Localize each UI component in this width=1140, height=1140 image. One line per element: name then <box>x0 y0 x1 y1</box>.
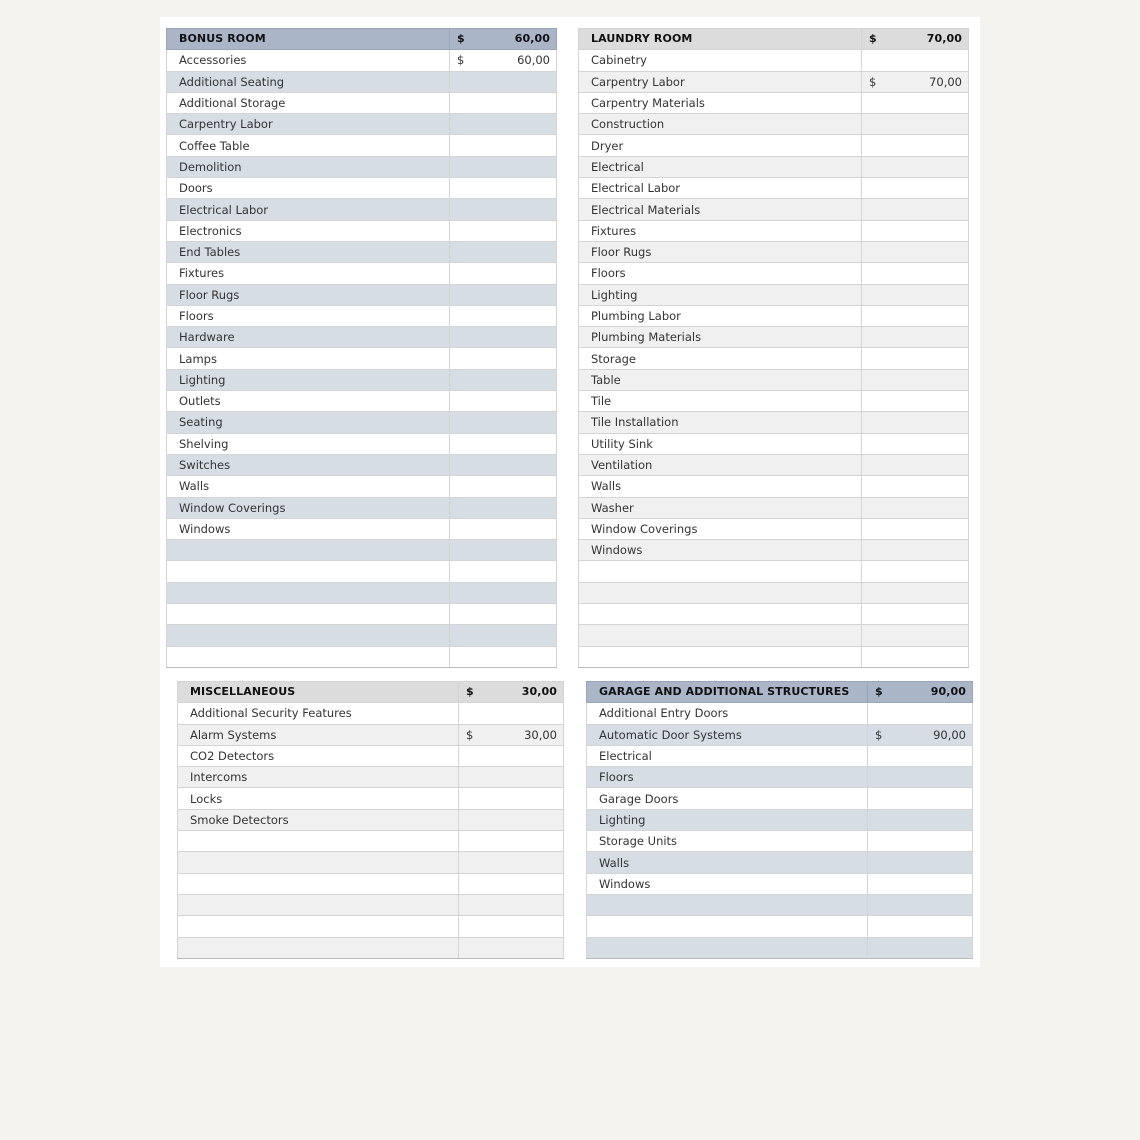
line-item-amount[interactable] <box>450 348 557 369</box>
line-item-name[interactable]: Windows <box>587 873 868 894</box>
line-item-amount[interactable] <box>862 646 969 667</box>
line-item-name[interactable]: Switches <box>167 454 450 475</box>
section-header <box>587 682 973 703</box>
line-item-name[interactable]: Outlets <box>167 391 450 412</box>
table-row <box>167 433 557 454</box>
table-row <box>167 50 557 71</box>
line-item-name[interactable]: Garage Doors <box>587 788 868 809</box>
section-title: GARAGE AND ADDITIONAL STRUCTURES <box>587 682 868 703</box>
line-item-amount[interactable] <box>459 809 564 830</box>
line-item-name[interactable]: Lighting <box>587 809 868 830</box>
line-item-amount[interactable] <box>450 412 557 433</box>
line-item-name[interactable]: Additional Entry Doors <box>587 703 868 724</box>
line-item-amount[interactable] <box>862 476 969 497</box>
table-row <box>167 518 557 539</box>
line-item-amount[interactable] <box>862 582 969 603</box>
line-item-amount[interactable] <box>450 220 557 241</box>
table-row <box>579 454 969 475</box>
line-item-name[interactable]: CO2 Detectors <box>178 745 459 766</box>
table-row <box>167 540 557 561</box>
table-row <box>579 433 969 454</box>
line-item-name[interactable]: Tile Installation <box>579 412 862 433</box>
line-item-amount[interactable] <box>459 873 564 894</box>
line-item-amount[interactable] <box>450 135 557 156</box>
line-item-amount[interactable] <box>450 604 557 625</box>
line-item-amount[interactable] <box>450 497 557 518</box>
table-row <box>167 71 557 92</box>
currency-symbol: $ <box>869 32 877 45</box>
line-item-name[interactable] <box>178 937 459 958</box>
table-row <box>579 476 969 497</box>
line-item-amount[interactable] <box>868 916 973 937</box>
table-row <box>579 199 969 220</box>
table-row <box>579 220 969 241</box>
table-row <box>167 412 557 433</box>
line-item-amount[interactable] <box>868 831 973 852</box>
line-item-amount[interactable] <box>862 50 969 71</box>
line-item-amount[interactable] <box>459 831 564 852</box>
table-row <box>579 348 969 369</box>
line-item-amount[interactable] <box>862 497 969 518</box>
line-item-name[interactable]: Seating <box>167 412 450 433</box>
line-item-name[interactable]: Utility Sink <box>579 433 862 454</box>
table-row <box>167 178 557 199</box>
line-item-name[interactable] <box>587 916 868 937</box>
section-header <box>579 29 969 50</box>
line-item-amount[interactable] <box>450 582 557 603</box>
line-item-amount[interactable] <box>450 391 557 412</box>
line-item-name[interactable] <box>167 625 450 646</box>
line-item-amount[interactable] <box>459 745 564 766</box>
line-item-amount[interactable] <box>862 369 969 390</box>
table-row <box>587 916 973 937</box>
line-item-amount[interactable] <box>459 788 564 809</box>
line-item-amount[interactable] <box>459 724 564 745</box>
line-item-amount[interactable] <box>450 156 557 177</box>
line-item-amount[interactable] <box>868 852 973 873</box>
section-total <box>862 29 969 50</box>
line-item-amount[interactable] <box>450 178 557 199</box>
line-item-amount[interactable] <box>450 561 557 582</box>
table-row <box>587 894 973 915</box>
line-item-name[interactable] <box>167 582 450 603</box>
line-item-name[interactable]: Dryer <box>579 135 862 156</box>
table-row <box>178 937 564 958</box>
line-item-name[interactable]: Washer <box>579 497 862 518</box>
line-item-name[interactable]: Floor Rugs <box>167 284 450 305</box>
table-row <box>587 745 973 766</box>
section-total <box>459 682 564 703</box>
line-item-name[interactable] <box>579 604 862 625</box>
line-item-amount[interactable] <box>450 199 557 220</box>
currency-symbol: $ <box>466 685 474 698</box>
line-item-name[interactable]: Demolition <box>167 156 450 177</box>
line-item-name[interactable]: Carpentry Materials <box>579 92 862 113</box>
line-item-name[interactable]: Window Coverings <box>579 518 862 539</box>
table-row <box>167 220 557 241</box>
table-row <box>167 582 557 603</box>
line-item-amount[interactable] <box>862 433 969 454</box>
line-item-amount[interactable] <box>868 894 973 915</box>
line-item-name[interactable]: Coffee Table <box>167 135 450 156</box>
table-row <box>579 178 969 199</box>
table-row <box>167 497 557 518</box>
table-row <box>587 767 973 788</box>
line-item-name[interactable]: Windows <box>167 518 450 539</box>
line-item-amount[interactable] <box>862 156 969 177</box>
table-row <box>178 852 564 873</box>
table-row <box>587 809 973 830</box>
table-row <box>579 241 969 262</box>
table-row <box>579 497 969 518</box>
line-item-name[interactable]: Electrical <box>587 745 868 766</box>
line-item-name[interactable]: Ventilation <box>579 454 862 475</box>
line-item-name[interactable]: Electrical Labor <box>167 199 450 220</box>
line-item-amount[interactable] <box>862 391 969 412</box>
table-row <box>178 831 564 852</box>
line-item-name[interactable]: Storage <box>579 348 862 369</box>
currency-symbol: $ <box>457 32 465 45</box>
line-item-name[interactable]: Locks <box>178 788 459 809</box>
line-item-name[interactable]: Window Coverings <box>167 497 450 518</box>
total-value: 30,00 <box>521 685 557 698</box>
line-item-name[interactable] <box>178 831 459 852</box>
table-row <box>178 703 564 724</box>
line-item-name[interactable]: Windows <box>579 540 862 561</box>
table-row <box>167 369 557 390</box>
line-item-name[interactable] <box>587 894 868 915</box>
line-item-amount[interactable] <box>862 625 969 646</box>
table-row <box>579 540 969 561</box>
line-item-name[interactable]: Storage Units <box>587 831 868 852</box>
line-item-amount[interactable] <box>450 625 557 646</box>
line-item-amount[interactable] <box>862 241 969 262</box>
table-row <box>579 391 969 412</box>
table-row <box>587 703 973 724</box>
table-row <box>579 50 969 71</box>
table-row <box>579 156 969 177</box>
total-value: 60,00 <box>514 32 550 45</box>
table-row <box>579 284 969 305</box>
line-item-amount[interactable] <box>450 454 557 475</box>
line-item-name[interactable]: Lamps <box>167 348 450 369</box>
table-row <box>167 114 557 135</box>
line-item-name[interactable]: Automatic Door Systems <box>587 724 868 745</box>
table-row <box>178 788 564 809</box>
line-item-name[interactable]: Floor Rugs <box>579 241 862 262</box>
total-value: 90,00 <box>930 685 966 698</box>
table-row <box>167 476 557 497</box>
line-item-name[interactable] <box>178 873 459 894</box>
line-item-name[interactable] <box>579 646 862 667</box>
table-row <box>167 263 557 284</box>
table-row <box>579 327 969 348</box>
table-row <box>167 135 557 156</box>
line-item-amount[interactable] <box>868 703 973 724</box>
line-item-amount[interactable] <box>450 284 557 305</box>
table-row <box>579 92 969 113</box>
table-row <box>587 788 973 809</box>
line-item-name[interactable]: Walls <box>579 476 862 497</box>
line-item-name[interactable]: Intercoms <box>178 767 459 788</box>
line-item-name[interactable] <box>587 937 868 958</box>
line-item-amount[interactable] <box>868 745 973 766</box>
line-item-amount[interactable] <box>450 433 557 454</box>
section-total <box>450 29 557 50</box>
line-item-amount[interactable] <box>450 114 557 135</box>
line-item-amount[interactable] <box>862 114 969 135</box>
line-item-name[interactable]: Additional Seating <box>167 71 450 92</box>
table-row <box>579 561 969 582</box>
line-item-name[interactable]: Accessories <box>167 50 450 71</box>
section-title: BONUS ROOM <box>167 29 450 50</box>
line-item-name[interactable] <box>167 540 450 561</box>
currency-symbol: $ <box>466 727 474 742</box>
line-item-amount[interactable] <box>862 220 969 241</box>
table-row <box>167 561 557 582</box>
table-row <box>579 114 969 135</box>
line-item-name[interactable] <box>178 916 459 937</box>
line-item-amount[interactable] <box>450 540 557 561</box>
section-header <box>167 29 557 50</box>
line-item-amount[interactable] <box>862 199 969 220</box>
line-item-amount[interactable] <box>862 178 969 199</box>
amount-value: 90,00 <box>933 727 966 742</box>
bonus-room-table <box>166 28 557 668</box>
table-row <box>178 894 564 915</box>
table-row <box>579 646 969 667</box>
section-title: MISCELLANEOUS <box>178 682 459 703</box>
line-item-amount[interactable] <box>450 646 557 667</box>
table-row <box>579 412 969 433</box>
table-row <box>167 454 557 475</box>
line-item-name[interactable]: Floors <box>579 263 862 284</box>
line-item-name[interactable] <box>167 646 450 667</box>
table-row <box>178 724 564 745</box>
line-item-amount[interactable] <box>862 327 969 348</box>
line-item-name[interactable]: Floors <box>167 305 450 326</box>
line-item-amount[interactable] <box>862 305 969 326</box>
table-row <box>167 604 557 625</box>
line-item-amount[interactable] <box>459 852 564 873</box>
section-total <box>868 682 973 703</box>
line-item-amount[interactable] <box>862 561 969 582</box>
table-row <box>579 369 969 390</box>
line-item-amount[interactable] <box>459 894 564 915</box>
line-item-name[interactable]: Hardware <box>167 327 450 348</box>
line-item-amount[interactable] <box>862 71 969 92</box>
line-item-name[interactable]: Smoke Detectors <box>178 809 459 830</box>
line-item-name[interactable] <box>178 894 459 915</box>
line-item-name[interactable]: Additional Storage <box>167 92 450 113</box>
line-item-amount[interactable] <box>862 412 969 433</box>
line-item-amount[interactable] <box>862 348 969 369</box>
line-item-name[interactable]: Fixtures <box>167 263 450 284</box>
line-item-amount[interactable] <box>450 71 557 92</box>
table-row <box>167 348 557 369</box>
table-row <box>579 604 969 625</box>
table-row <box>167 305 557 326</box>
line-item-amount[interactable] <box>862 604 969 625</box>
line-item-name[interactable]: Electrical <box>579 156 862 177</box>
line-item-name[interactable] <box>579 561 862 582</box>
line-item-amount[interactable] <box>459 937 564 958</box>
line-item-amount[interactable] <box>450 241 557 262</box>
table-row <box>167 156 557 177</box>
line-item-name[interactable]: Electronics <box>167 220 450 241</box>
currency-symbol: $ <box>875 727 883 742</box>
line-item-name[interactable]: Lighting <box>167 369 450 390</box>
line-item-amount[interactable] <box>862 540 969 561</box>
line-item-amount[interactable] <box>868 767 973 788</box>
table-row <box>167 391 557 412</box>
table-row <box>178 767 564 788</box>
line-item-amount[interactable] <box>862 135 969 156</box>
line-item-name[interactable] <box>167 604 450 625</box>
line-item-amount[interactable] <box>450 327 557 348</box>
line-item-amount[interactable] <box>868 788 973 809</box>
line-item-amount[interactable] <box>450 50 557 71</box>
amount-value: 70,00 <box>929 74 962 89</box>
table-row <box>167 327 557 348</box>
line-item-name[interactable]: Tile <box>579 391 862 412</box>
table-row <box>579 135 969 156</box>
amount-value: 60,00 <box>517 53 550 68</box>
line-item-amount[interactable] <box>862 92 969 113</box>
line-item-amount[interactable] <box>868 937 973 958</box>
table-row <box>178 809 564 830</box>
line-item-name[interactable]: Carpentry Labor <box>167 114 450 135</box>
line-item-name[interactable]: Walls <box>587 852 868 873</box>
currency-symbol: $ <box>457 53 465 68</box>
line-item-amount[interactable] <box>450 92 557 113</box>
table-row <box>167 241 557 262</box>
line-item-name[interactable]: Table <box>579 369 862 390</box>
miscellaneous-table <box>177 681 564 959</box>
table-row <box>579 71 969 92</box>
table-row <box>579 263 969 284</box>
line-item-name[interactable] <box>178 852 459 873</box>
budget-sheet <box>160 17 980 967</box>
line-item-name[interactable]: Construction <box>579 114 862 135</box>
currency-symbol: $ <box>869 74 877 89</box>
line-item-amount[interactable] <box>862 454 969 475</box>
table-row <box>178 745 564 766</box>
table-row <box>167 646 557 667</box>
line-item-name[interactable] <box>579 582 862 603</box>
line-item-amount[interactable] <box>450 518 557 539</box>
line-item-name[interactable]: Walls <box>167 476 450 497</box>
line-item-name[interactable]: Plumbing Materials <box>579 327 862 348</box>
amount-value: 30,00 <box>524 727 557 742</box>
line-item-name[interactable]: End Tables <box>167 241 450 262</box>
table-row <box>579 518 969 539</box>
table-row <box>167 199 557 220</box>
table-row <box>167 284 557 305</box>
table-row <box>587 937 973 958</box>
garage-structures-table <box>586 681 973 959</box>
table-row <box>579 625 969 646</box>
currency-symbol: $ <box>875 685 883 698</box>
table-row <box>178 873 564 894</box>
line-item-name[interactable] <box>167 561 450 582</box>
line-item-name[interactable] <box>579 625 862 646</box>
line-item-name[interactable]: Alarm Systems <box>178 724 459 745</box>
line-item-name[interactable]: Doors <box>167 178 450 199</box>
table-row <box>167 92 557 113</box>
line-item-amount[interactable] <box>862 263 969 284</box>
laundry-room-table <box>578 28 969 668</box>
line-item-name[interactable]: Lighting <box>579 284 862 305</box>
table-row <box>587 831 973 852</box>
line-item-amount[interactable] <box>868 873 973 894</box>
table-row <box>587 724 973 745</box>
table-row <box>178 916 564 937</box>
line-item-name[interactable]: Shelving <box>167 433 450 454</box>
table-row <box>587 852 973 873</box>
table-row <box>587 873 973 894</box>
table-row <box>579 582 969 603</box>
total-value: 70,00 <box>926 32 962 45</box>
line-item-name[interactable]: Cabinetry <box>579 50 862 71</box>
line-item-amount[interactable] <box>459 916 564 937</box>
section-header <box>178 682 564 703</box>
line-item-name[interactable]: Electrical Labor <box>579 178 862 199</box>
line-item-amount[interactable] <box>459 703 564 724</box>
line-item-name[interactable]: Electrical Materials <box>579 199 862 220</box>
line-item-name[interactable]: Fixtures <box>579 220 862 241</box>
line-item-amount[interactable] <box>868 809 973 830</box>
line-item-amount[interactable] <box>450 476 557 497</box>
line-item-amount[interactable] <box>450 263 557 284</box>
line-item-amount[interactable] <box>450 305 557 326</box>
line-item-name[interactable]: Carpentry Labor <box>579 71 862 92</box>
line-item-amount[interactable] <box>862 284 969 305</box>
line-item-amount[interactable] <box>868 724 973 745</box>
line-item-amount[interactable] <box>450 369 557 390</box>
line-item-amount[interactable] <box>459 767 564 788</box>
line-item-name[interactable]: Plumbing Labor <box>579 305 862 326</box>
line-item-name[interactable]: Floors <box>587 767 868 788</box>
line-item-name[interactable]: Additional Security Features <box>178 703 459 724</box>
section-title: LAUNDRY ROOM <box>579 29 862 50</box>
line-item-amount[interactable] <box>862 518 969 539</box>
table-row <box>167 625 557 646</box>
table-row <box>579 305 969 326</box>
